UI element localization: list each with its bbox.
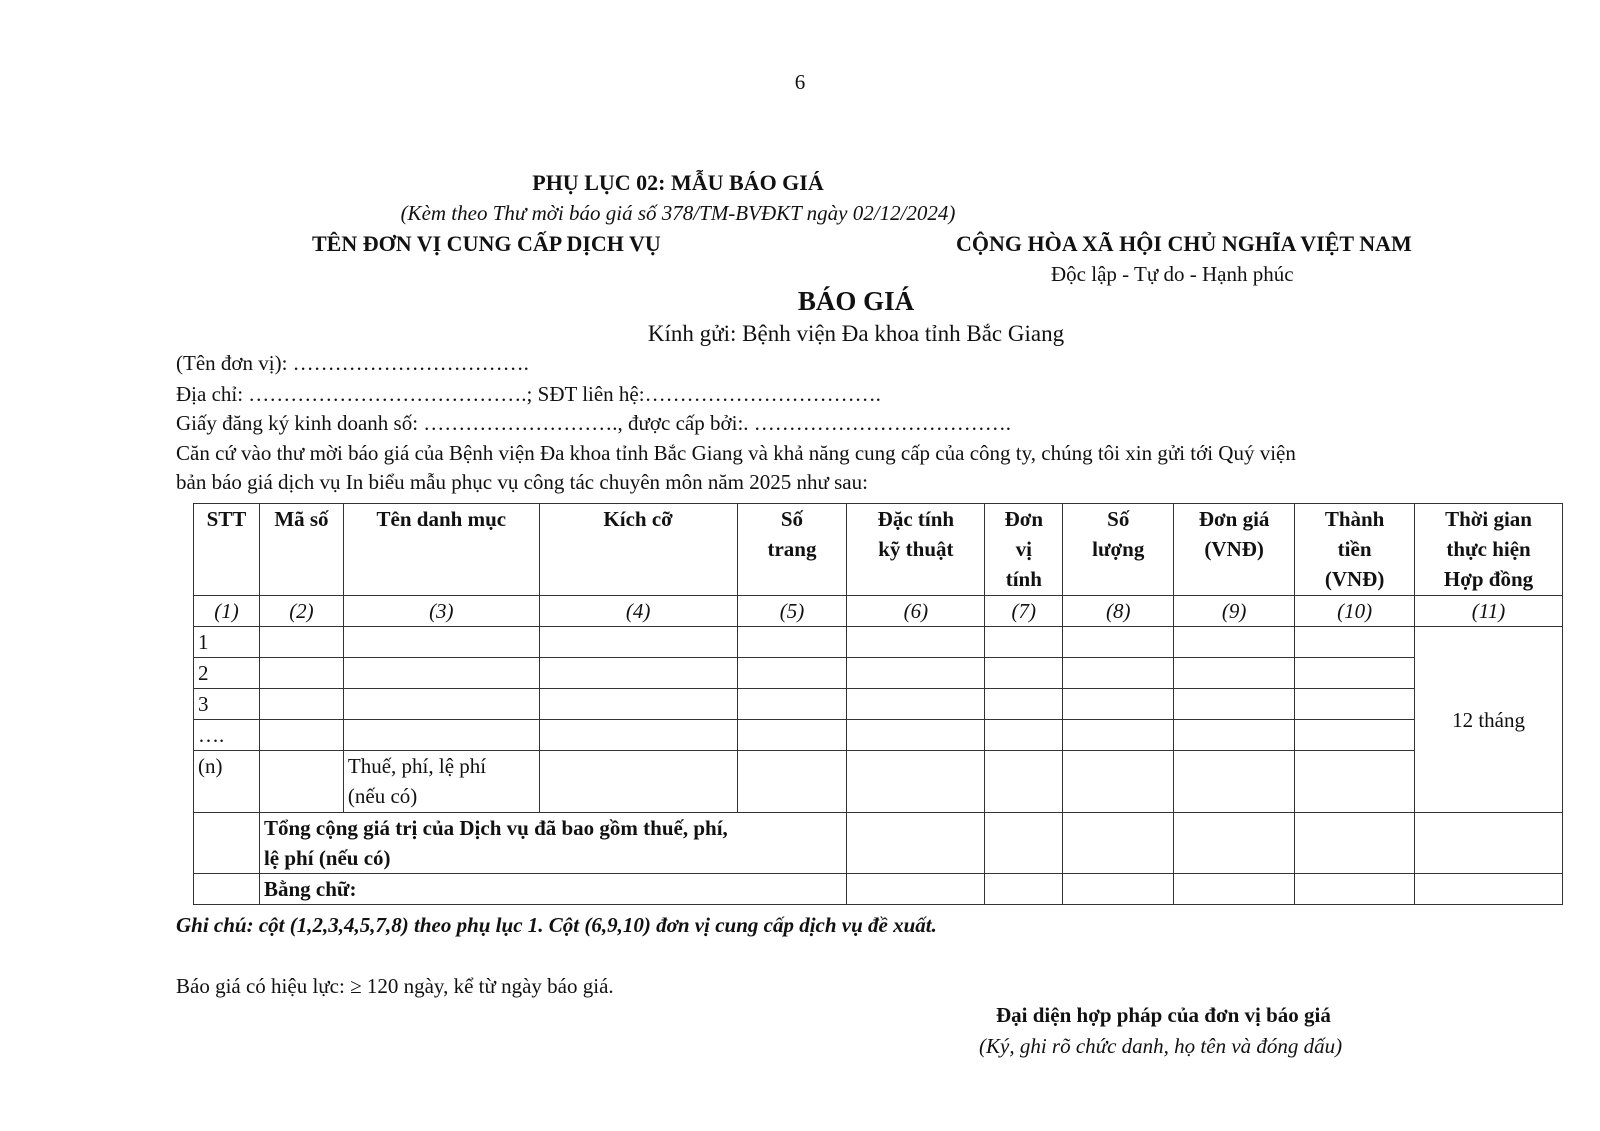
intro-text-line-1: Căn cứ vào thư mời báo giá của Bệnh viện Đa khoa tỉnh Bắc Giang và khả năng cung cấp của công ty, chúng tôi xin gửi tới Quý viện: [176, 441, 1296, 465]
header-kich-co: Kích cỡ: [539, 504, 737, 596]
column-index: (10): [1295, 596, 1415, 627]
column-index: (8): [1063, 596, 1174, 627]
in-words-label: Bằng chữ:: [259, 874, 846, 905]
row-stt: 3: [194, 689, 260, 720]
header-stt: STT: [194, 504, 260, 596]
quotation-table: [193, 503, 1563, 905]
row-stt: (n): [194, 751, 260, 813]
table-header-row: [194, 504, 1563, 596]
document-title: BÁO GIÁ: [797, 286, 915, 316]
column-index: (6): [847, 596, 985, 627]
row-stt: ….: [194, 720, 260, 751]
intro-text-line-2: bản báo giá dịch vụ In biểu mẫu phục vụ công tác chuyên môn năm 2025 như sau:: [176, 470, 868, 494]
column-index: (3): [343, 596, 539, 627]
validity-text: Báo giá có hiệu lực: ≥ 120 ngày, kể từ ngày báo giá.: [176, 974, 614, 998]
header-thanh-tien: Thành tiền (VNĐ): [1295, 504, 1415, 596]
appendix-title: PHỤ LỤC 02: MẪU BÁO GIÁ: [532, 170, 824, 195]
page-number: 6: [794, 70, 806, 94]
appendix-subtitle: (Kèm theo Thư mời báo giá số 378/TM-BVĐKT ngày 02/12/2024): [400, 201, 956, 225]
signature-instruction: (Ký, ghi rõ chức danh, họ tên và đóng dấu): [979, 1034, 1343, 1058]
column-index: (7): [985, 596, 1063, 627]
unit-name-field: (Tên đơn vị): …………………………….: [176, 351, 529, 375]
header-so-luong: Số lượng: [1063, 504, 1174, 596]
table-row: [194, 720, 1563, 751]
column-index: (5): [737, 596, 847, 627]
row-stt: 2: [194, 658, 260, 689]
provider-unit-name: TÊN ĐƠN VỊ CUNG CẤP DỊCH VỤ: [312, 231, 661, 256]
address-phone-field: Địa chỉ: ………………………………….; SĐT liên hệ:…………………………….: [176, 382, 881, 406]
row-stt: 1: [194, 627, 260, 658]
column-index: (1): [194, 596, 260, 627]
contract-duration-cell: 12 tháng: [1415, 627, 1563, 813]
in-words-row: [194, 874, 1563, 905]
tax-label: Thuế, phí, lệ phí (nếu có): [343, 751, 539, 813]
column-index: (2): [259, 596, 343, 627]
national-title: CỘNG HÒA XÃ HỘI CHỦ NGHĨA VIỆT NAM: [956, 231, 1412, 256]
column-index: (11): [1415, 596, 1563, 627]
table-note: Ghi chú: cột (1,2,3,4,5,7,8) theo phụ lục 1. Cột (6,9,10) đơn vị cung cấp dịch vụ đề xuất.: [176, 913, 937, 937]
header-don-gia: Đơn giá (VNĐ): [1174, 504, 1295, 596]
header-so-trang: Số trang: [737, 504, 847, 596]
column-index: (9): [1174, 596, 1295, 627]
recipient-line: Kính gửi: Bệnh viện Đa khoa tỉnh Bắc Giang: [647, 321, 1065, 346]
header-ma-so: Mã số: [259, 504, 343, 596]
national-motto: Độc lập - Tự do - Hạnh phúc: [1051, 262, 1294, 286]
header-thoi-gian: Thời gian thực hiện Hợp đồng: [1415, 504, 1563, 596]
table-row: [194, 627, 1563, 658]
header-don-vi-tinh: Đơn vị tính: [985, 504, 1063, 596]
total-row: [194, 813, 1563, 874]
total-label: Tổng cộng giá trị của Dịch vụ đã bao gồm thuế, phí, lệ phí (nếu có): [259, 813, 846, 874]
signature-title: Đại diện hợp pháp của đơn vị báo giá: [996, 1003, 1331, 1027]
column-index: (4): [539, 596, 737, 627]
header-dac-tinh: Đặc tính kỹ thuật: [847, 504, 985, 596]
table-row: [194, 658, 1563, 689]
business-license-field: Giấy đăng ký kinh doanh số: ………………………., được cấp bởi:. ……………………………….: [176, 411, 1012, 435]
header-ten-danh-muc: Tên danh mục: [343, 504, 539, 596]
tax-row: [194, 751, 1563, 813]
column-index-row: [194, 596, 1563, 627]
table-row: [194, 689, 1563, 720]
